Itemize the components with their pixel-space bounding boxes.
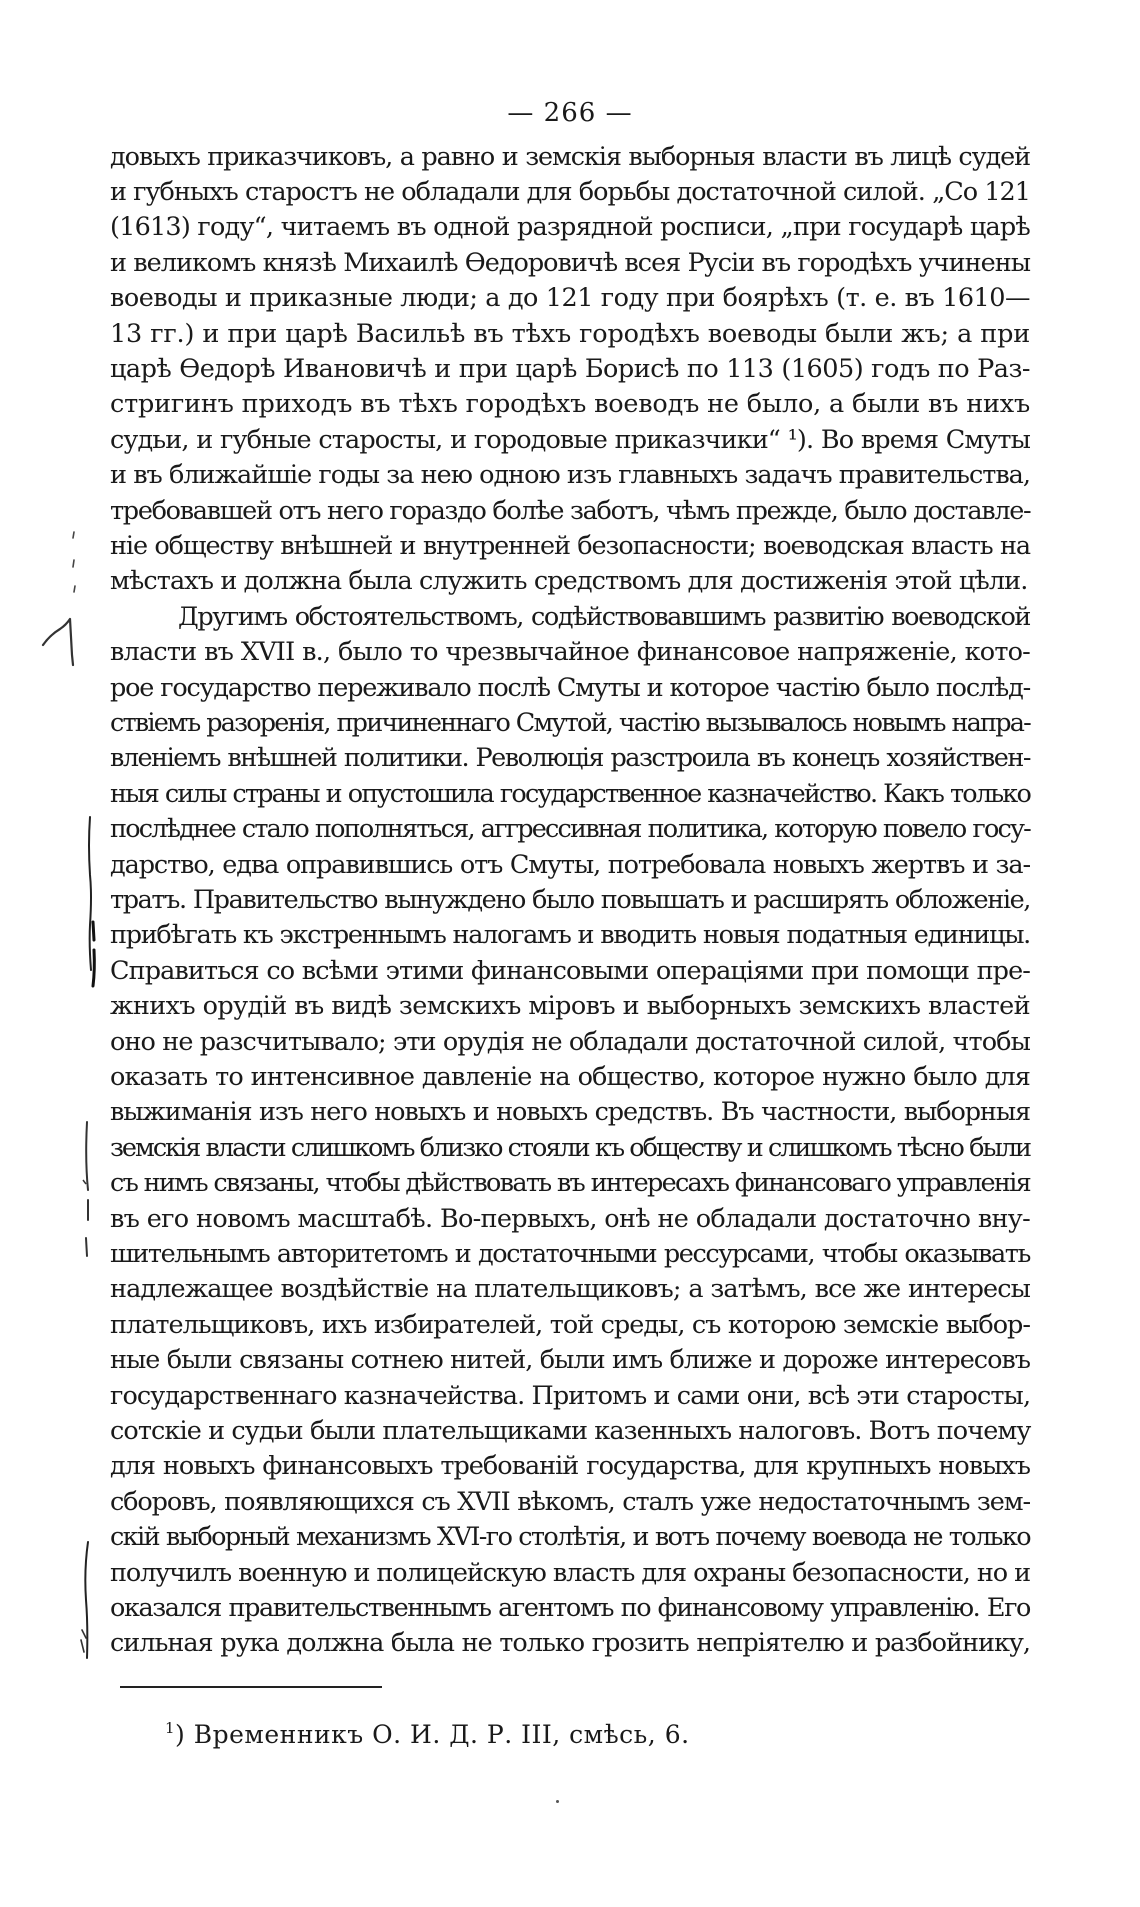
pencil-margin-line-icon: [88, 920, 100, 990]
text-line: послѣднее стало пополняться, аггрессивная политика, которую повело госу-: [110, 814, 1030, 844]
footnote-text: ) Временникъ О. И. Д. Р. III, смѣсь, 6.: [175, 1720, 690, 1749]
text-line: царѣ Ѳедорѣ Ивановичѣ и при царѣ Борисѣ по 113 (1605) годъ по Раз-: [110, 354, 1030, 384]
pencil-tick-mark: [70, 530, 80, 600]
text-line: рое государство переживало послѣ Смуты и которое частію было послѣд-: [110, 673, 1030, 703]
page-number: — 266 —: [507, 98, 633, 128]
text-line: ствіемъ разоренія, причиненнаго Смутой, частію вызывалось новымъ напра-: [110, 708, 1030, 738]
text-line: довыхъ приказчиковъ, а равно и земскія выборныя власти въ лицѣ судей: [110, 142, 1030, 172]
text-line: тратъ. Правительство вынуждено было повышать и расширять обложеніе,: [110, 885, 1030, 915]
text-line: оказался правительственнымъ агентомъ по финансовому управленію. Его: [110, 1593, 1030, 1623]
text-line: дарство, едва оправившись отъ Смуты, потребовала новыхъ жертвъ и за-: [110, 850, 1030, 880]
text-line: ныя силы страны и опустошила государственное казначейство. Какъ только: [110, 779, 1030, 809]
text-line: сотскіе и судьи были плательщиками казенныхъ налоговъ. Вотъ почему: [110, 1416, 1031, 1446]
text-line: въ его новомъ масштабѣ. Во-первыхъ, онѣ не обладали достаточно вну-: [110, 1204, 1030, 1234]
text-line: сильная рука должна была не только грозить непріятелю и разбойнику,: [110, 1628, 1030, 1658]
pencil-margin-line: [78, 1540, 98, 1660]
text-line: мѣстахъ и должна была служить средствомъ для достиженія этой цѣли.: [110, 566, 1028, 596]
text-line: государственнаго казначейства. Притомъ и сами они, всѣ эти старосты,: [110, 1381, 1031, 1411]
footnote: [165, 1710, 690, 1753]
text-line: ніе обществу внѣшней и внутренней безопасности; воеводская власть на: [110, 531, 1030, 561]
text-line: прибѣгать къ экстреннымъ налогамъ и вводить новыя податныя единицы.: [110, 920, 1030, 950]
text-line: и губныхъ старостъ не обладали для борьбы достаточной силой. „Со 121: [110, 177, 1030, 207]
text-line: земскія власти слишкомъ близко стояли къ обществу и слишкомъ тѣсно были: [110, 1133, 1030, 1163]
text-line: получилъ военную и полицейскую власть для охраны безопасности, но и: [110, 1558, 1030, 1588]
text-line: шительнымъ авторитетомъ и достаточными рессурсами, чтобы оказывать: [110, 1239, 1030, 1269]
pencil-annotation-mark: [40, 615, 80, 670]
stray-mark: [556, 1800, 559, 1803]
text-line: плательщиковъ, ихъ избирателей, той среды, съ которою земскіе выбор-: [110, 1310, 1030, 1340]
text-line: стригинъ приходъ въ тѣхъ городѣхъ воеводъ не было, а были въ нихъ: [110, 389, 1030, 419]
text-line: 13 гг.) и при царѣ Васильѣ въ тѣхъ городѣхъ воеводы были жъ; а при: [110, 319, 1030, 349]
text-line: и великомъ князѣ Михаилѣ Ѳедоровичѣ всея Русіи въ городѣхъ учинены: [110, 248, 1030, 278]
pencil-margin-line: [80, 1120, 96, 1260]
footnote-divider: [120, 1686, 382, 1688]
text-line: выжиманія изъ него новыхъ и новыхъ средствъ. Въ частности, выборныя: [110, 1097, 1030, 1127]
pencil-tick-icon: [70, 530, 80, 600]
footnote-marker: 1: [165, 1719, 176, 1737]
text-line: жнихъ орудій въ видѣ земскихъ міровъ и выборныхъ земскихъ властей: [110, 991, 1030, 1021]
text-line: воеводы и приказные люди; а до 121 году при боярѣхъ (т. е. въ 1610—: [110, 283, 1030, 313]
text-line: Другимъ обстоятельствомъ, содѣйствовавшимъ развитію воеводской: [178, 602, 1030, 632]
pencil-margin-line-icon: [80, 1120, 96, 1260]
text-line: и въ ближайшіе годы за нею одною изъ главныхъ задачъ правительства,: [110, 460, 1030, 490]
text-line: власти въ XVII в., было то чрезвычайное финансовое напряженіе, кото-: [110, 637, 1030, 667]
text-line: для новыхъ финансовыхъ требованій государства, для крупныхъ новыхъ: [110, 1451, 1030, 1481]
text-line: ные были связаны сотнею нитей, были имъ ближе и дороже интересовъ: [110, 1345, 1030, 1375]
text-line: надлежащее воздѣйствіе на плательщиковъ; а затѣмъ, все же интересы: [110, 1274, 1030, 1304]
pencil-annotation-icon: [40, 615, 80, 670]
pencil-margin-line-icon: [78, 1540, 98, 1660]
text-line: требовавшей отъ него гораздо болѣе заботъ, чѣмъ прежде, было доставле-: [110, 496, 1031, 526]
text-line: оказать то интенсивное давленіе на общество, которое нужно было для: [110, 1062, 1030, 1092]
text-line: скій выборный механизмъ XVI-го столѣтія, и вотъ почему воевода не только: [110, 1522, 1030, 1552]
text-line: съ нимъ связаны, чтобы дѣйствовать въ интересахъ финансоваго управленія: [110, 1168, 1030, 1198]
text-line: Справиться со всѣми этими финансовыми операціями при помощи пре-: [110, 956, 1030, 986]
text-line: оно не разсчитывало; эти орудія не обладали достаточной силой, чтобы: [110, 1027, 1030, 1057]
text-line: (1613) году“, читаемъ въ одной разрядной росписи, „при государѣ царѣ: [110, 212, 1030, 242]
pencil-margin-line: [88, 920, 100, 990]
text-line: вленіемъ внѣшней политики. Революція разстроила въ конецъ хозяйствен-: [110, 743, 1030, 773]
text-line: судьи, и губные старосты, и городовые приказчики“ ¹). Во время Смуты: [110, 425, 1030, 455]
text-line: сборовъ, появляющихся съ XVII вѣкомъ, сталъ уже недостаточнымъ зем-: [110, 1487, 1030, 1517]
